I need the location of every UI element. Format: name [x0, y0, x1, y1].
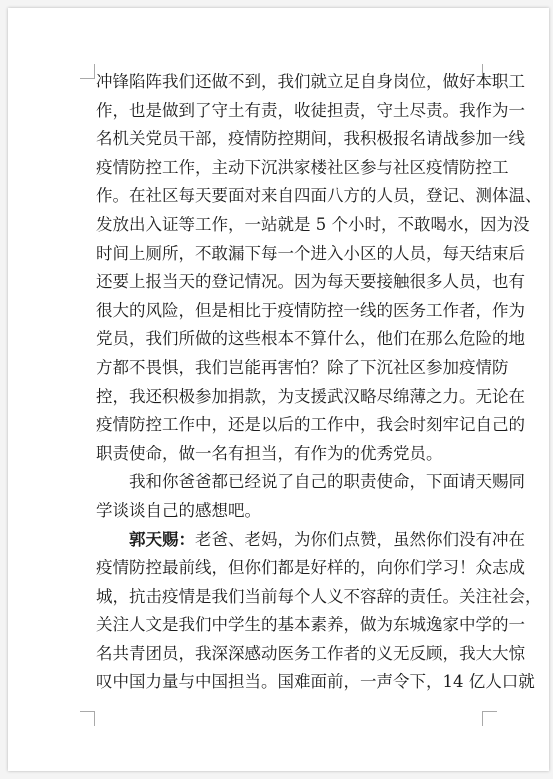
- text-line: 学谈谈自己的感想吧。: [96, 500, 261, 520]
- text-line: 时间上厕所，不敢漏下每一个进入小区的人员，每天结束后: [96, 243, 525, 263]
- dialogue-line: [96, 526, 525, 555]
- text-line: 作，也是做到了守土有责，收徒担责，守土尽责。我作为一: [96, 100, 525, 120]
- text-line: 党员，我们所做的这些根本不算什么，他们在那么危险的地: [96, 329, 525, 349]
- text-line: 很大的风险，但是相比于疫情防控一线的医务工作者，作为: [96, 300, 525, 320]
- document-page: [8, 8, 549, 771]
- text-line: 方都不畏惧，我们岂能再害怕？除了下沉社区参加疫情防: [96, 357, 509, 377]
- document-body: [96, 68, 542, 697]
- text-line: 疫情防控工作，主动下沉洪家楼社区参与社区疫情防控工: [96, 157, 509, 177]
- text-line: 疫情防控工作中，还是以后的工作中，我会时刻牢记自己的: [96, 415, 525, 435]
- crop-mark-bottom-right: [482, 711, 497, 726]
- text-line: 我和你爸爸都已经说了自己的职责使命，下面请天赐同: [129, 472, 525, 492]
- text-line: 职责使命，做一名有担当，有作为的优秀党员。: [96, 443, 443, 463]
- text-line: 作。在社区每天要面对来自四面八方的人员，登记、测体温、: [96, 186, 542, 206]
- text-line: 还要上报当天的登记情况。因为每天要接触很多人员，也有: [96, 272, 525, 292]
- text-line: 名机关党员干部，疫情防控期间，我积极报名请战参加一线: [96, 129, 525, 149]
- speaker-name: 郭天赐：: [129, 529, 195, 549]
- text-line: 控，我还积极参加捐款，为支援武汉略尽绵薄之力。无论在: [96, 386, 525, 406]
- text-line: 疫情防控最前线，但你们都是好样的，向你们学习！众志成: [96, 558, 525, 578]
- text-line: 发放出入证等工作，一站就是 5 个小时，不敢喝水，因为没: [96, 214, 530, 234]
- crop-mark-top-left: [80, 64, 95, 79]
- text-line: 叹中国力量与中国担当。国难面前，一声令下，14 亿人口就: [96, 672, 535, 692]
- text-span: 老爸、老妈，为你们点赞，虽然你们没有冲在: [195, 529, 525, 549]
- text-line: 名共青团员，我深深感动医务工作者的义无反顾，我大大惊: [96, 643, 525, 663]
- text-line: 城，抗击疫情是我们当前每个人义不容辞的责任。关注社会，: [96, 586, 542, 606]
- text-line: 冲锋陷阵我们还做不到，我们就立足自身岗位，做好本职工: [96, 72, 525, 91]
- crop-mark-bottom-left: [80, 711, 95, 726]
- text-line: 关注人文是我们中学生的基本素养，做为东城逸家中学的一: [96, 615, 525, 635]
